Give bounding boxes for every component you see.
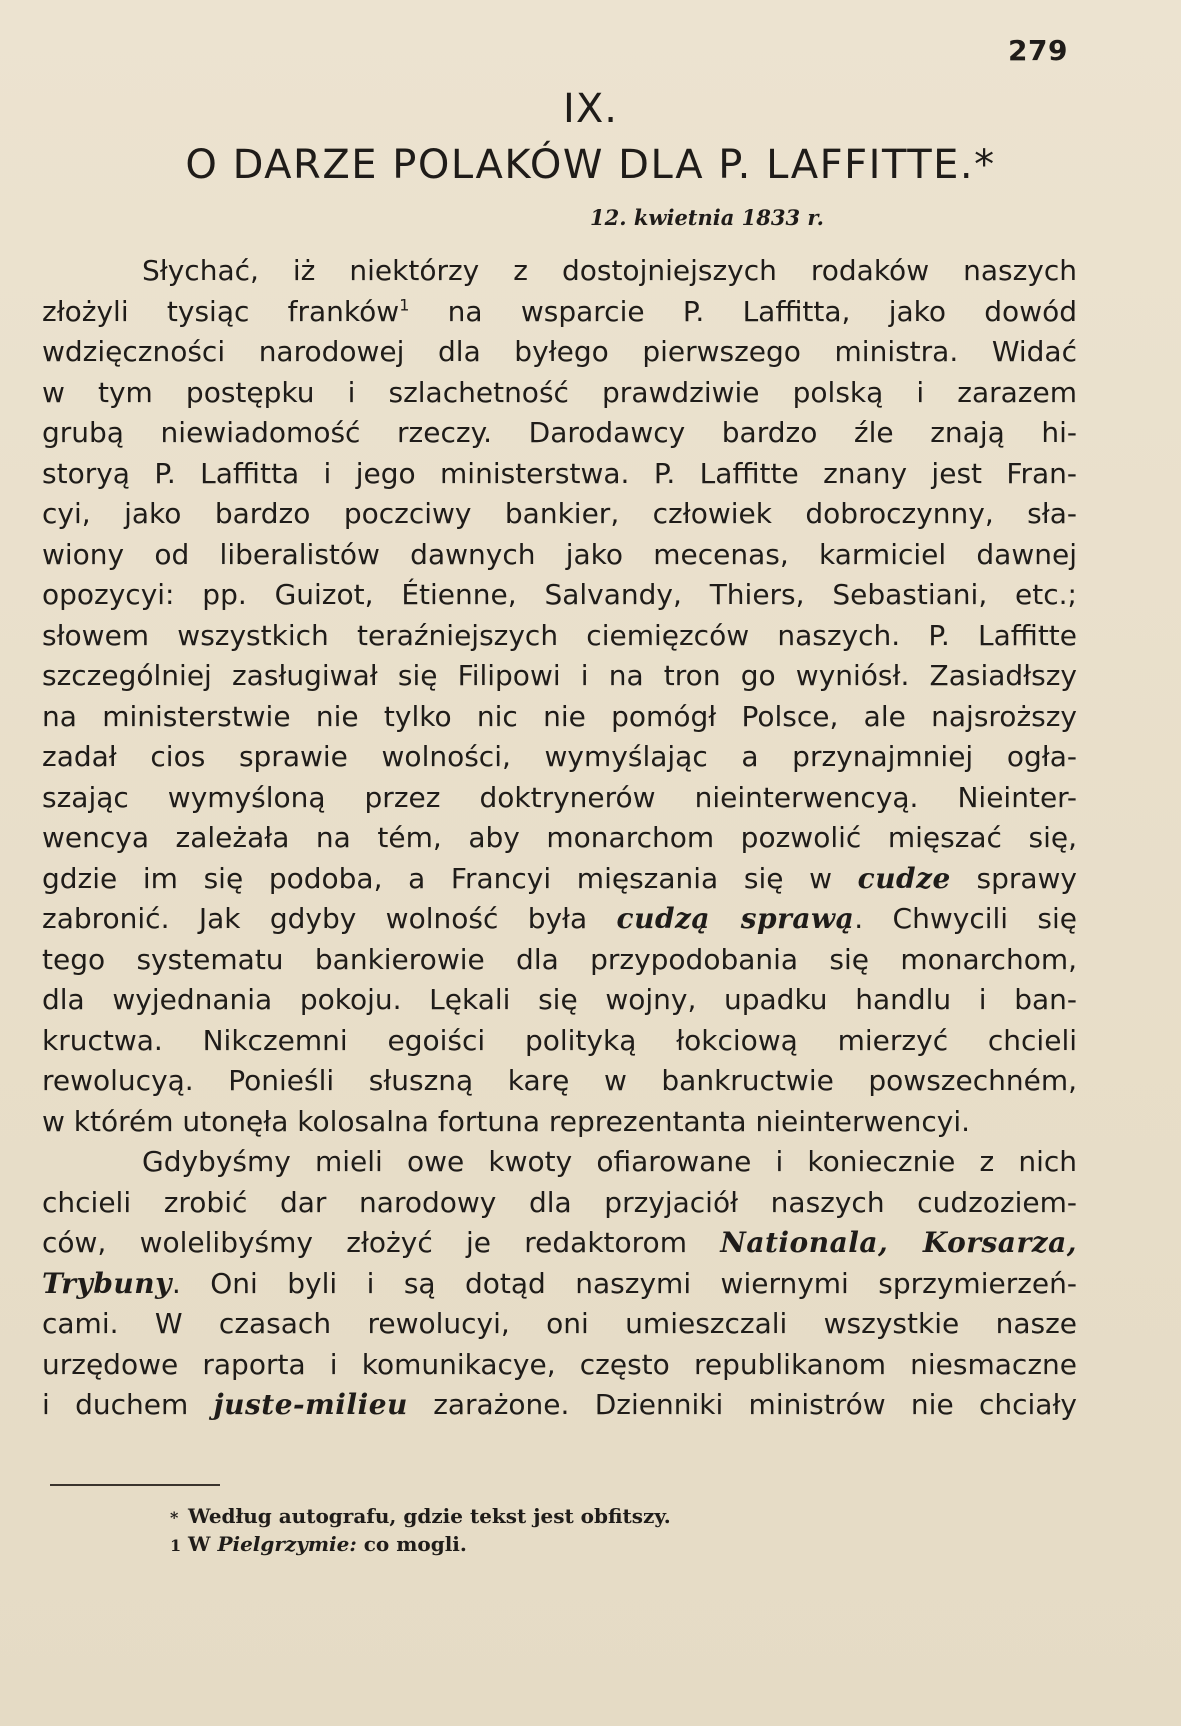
page-number: 279 xyxy=(1008,34,1068,67)
footnote xyxy=(170,1503,970,1531)
text-line: słowem wszystkich teraźniejszych ciemięzców naszych. P. Laffitte xyxy=(42,618,1077,652)
text-line: chcieli zrobić dar narodowy dla przyjaciół naszych cudzoziem- xyxy=(42,1185,1077,1219)
footnote-divider xyxy=(50,1484,220,1486)
date-line: 12. kwietnia 1833 r. xyxy=(590,205,824,230)
text-line: Słychać, iż niektórzy z dostojniejszych rodaków naszych xyxy=(142,254,1077,287)
text-line: w tym postępku i szlachetność prawdziwie polską i zarazem xyxy=(42,375,1077,409)
text-run: zabronić. Jak gdyby wolność była xyxy=(42,902,617,935)
text-run: sprawy xyxy=(950,861,1077,895)
text-line: wdzięczności narodowej dla byłego pierwszego ministra. Widać xyxy=(42,335,1077,368)
footnote-italic: Pielgrzymie: xyxy=(217,1532,357,1556)
text-line: wencya zależała na tém, aby monarchom pozwolić mięszać się, xyxy=(42,821,1077,854)
text-line: urzędowe raporta i komunikacye, często republikanom niesmaczne xyxy=(42,1347,1077,1381)
text-run: i duchem xyxy=(42,1388,214,1421)
footnote-mark: 1 xyxy=(170,1536,182,1555)
italic-word: cudze xyxy=(857,861,951,895)
text-line: cami. W czasach rewolucyi, oni umieszczali wszystkie nasze xyxy=(42,1307,1077,1340)
text-line: dla wyjednania pokoju. Lękali się wojny, upadku handlu i ban- xyxy=(42,983,1077,1016)
text-run: ców, wolelibyśmy złożyć je redaktorom xyxy=(42,1226,721,1259)
body-text xyxy=(42,251,1077,1426)
text-line: na ministerstwie nie tylko nic nie pomógł Polsce, ale najsroższy xyxy=(42,699,1077,733)
text-line: w którém utonęła kolosalna fortuna reprezentanta nieinterwencyi. xyxy=(42,1104,971,1138)
italic-phrase: cudzą sprawą xyxy=(616,902,855,935)
text-line: storyą P. Laffitta i jego ministerstwa. P. Laffitte znany jest Fran- xyxy=(42,456,1077,490)
text-line xyxy=(42,1385,1077,1426)
text-line: zadał cios sprawie wolności, wymyślając a przynajmniej ogła- xyxy=(42,740,1077,773)
text-line xyxy=(42,1223,1077,1264)
footnote-text: Według autografu, gdzie tekst jest obfitszy. xyxy=(188,1504,671,1528)
text-line: kructwa. Nikczemni egoiści polityką łokciową mierzyć chcieli xyxy=(42,1023,1077,1057)
text-line: tego systematu bankierowie dla przypodobania się monarchom, xyxy=(42,942,1077,976)
text-run: gdzie im się podoba, a Francyi mięszania się w xyxy=(42,861,858,895)
footnote-text: co mogli. xyxy=(356,1532,467,1556)
chapter-title: O DARZE POLAKÓW DLA P. LAFFITTE.* xyxy=(185,142,996,188)
italic-phrase: juste-milieu xyxy=(213,1388,408,1421)
text-run: zarażone. Dzienniki ministrów nie chciały xyxy=(407,1388,1077,1421)
text-line: wiony od liberalistów dawnych jako mecenas, karmiciel dawnej xyxy=(42,537,1077,571)
text-line: opozycyi: pp. Guizot, Étienne, Salvandy, Thiers, Sebastiani, etc.; xyxy=(42,578,1077,611)
text-run: złożyli tysiąc franków xyxy=(42,294,400,328)
italic-phrase: Nationala, Korsarza, xyxy=(720,1226,1077,1259)
text-line: rewolucyą. Ponieśli słuszną karę w bankructwie powszechném, xyxy=(42,1064,1077,1097)
text-line xyxy=(42,899,1077,940)
chapter-number: IX. xyxy=(563,86,618,132)
footnote-reference: 1 xyxy=(399,295,410,315)
text-line: cyi, jako bardzo poczciwy bankier, człowiek dobroczynny, sła- xyxy=(42,497,1077,530)
text-line xyxy=(42,1264,1077,1305)
text-run: . Oni byli i są dotąd naszymi wiernymi sprzymierzeń- xyxy=(171,1266,1077,1300)
footnotes xyxy=(170,1503,970,1559)
footnote-mark: * xyxy=(170,1508,179,1527)
footnote xyxy=(170,1531,970,1559)
text-line xyxy=(42,292,1077,333)
text-line: szając wymyśloną przez doktrynerów nieinterwencyą. Nieinter- xyxy=(42,780,1077,814)
text-line xyxy=(42,859,1077,900)
text-run: . Chwycili się xyxy=(854,902,1078,935)
italic-word: Trybuny xyxy=(42,1266,172,1300)
footnote-text: W xyxy=(188,1532,218,1556)
text-line: szczególniej zasługiwał się Filipowi i na tron go wyniósł. Zasiadłszy xyxy=(42,659,1077,692)
text-line: grubą niewiadomość rzeczy. Darodawcy bardzo źle znają hi- xyxy=(42,416,1077,449)
text-line: Gdybyśmy mieli owe kwoty ofiarowane i koniecznie z nich xyxy=(142,1145,1077,1178)
text-run: na wsparcie P. Laffitta, jako dowód xyxy=(409,294,1077,328)
